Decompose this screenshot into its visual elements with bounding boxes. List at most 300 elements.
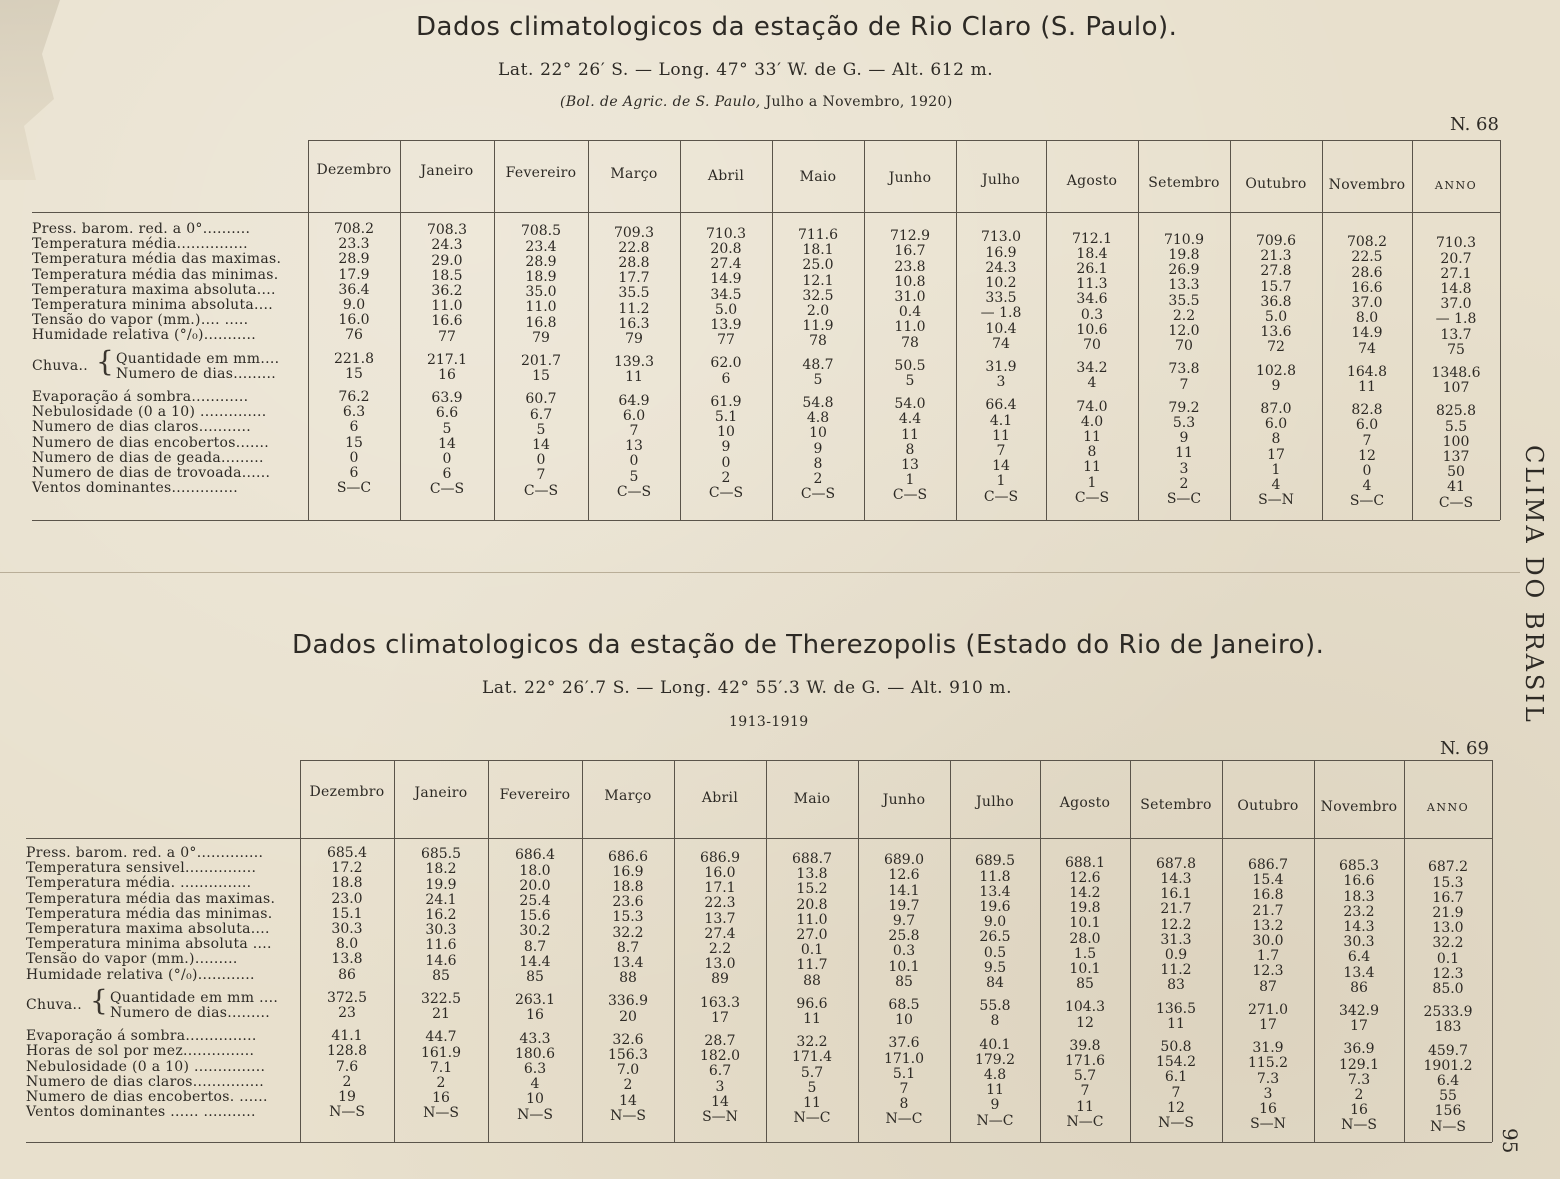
table1-cell: 825.8 bbox=[1435, 403, 1477, 420]
table1-cell: 31.9 bbox=[985, 359, 1017, 375]
table1-cell: S—C bbox=[1166, 491, 1202, 507]
table1-cell: 0 bbox=[349, 449, 359, 466]
table2-cell: 115.2 bbox=[1247, 1055, 1289, 1072]
table1-cell: 6.6 bbox=[435, 405, 459, 422]
table1-cell: 9 bbox=[721, 439, 731, 456]
table1-cell: 11.9 bbox=[802, 318, 834, 335]
table2-cell: 19.6 bbox=[979, 899, 1011, 915]
table1-cell: 16.6 bbox=[431, 313, 463, 330]
table2-cell: 11 bbox=[986, 1082, 1004, 1099]
table2-cell: 32.6 bbox=[612, 1031, 644, 1048]
table2-cell: 27.0 bbox=[796, 927, 828, 943]
table2-cell: 689.5 bbox=[974, 853, 1016, 870]
table2-chuva-label: Chuva.. bbox=[26, 996, 83, 1013]
table1-cell: 6.3 bbox=[342, 404, 366, 421]
table1-cell: 5 bbox=[629, 468, 639, 485]
table2-cell: 85 bbox=[432, 967, 450, 984]
table1-cell: 14 bbox=[438, 435, 456, 452]
table1-cell: 7 bbox=[1362, 432, 1372, 449]
table1-cell: 709.6 bbox=[1255, 233, 1297, 249]
table2-cell: 154.2 bbox=[1155, 1054, 1197, 1071]
table1-cell: 11 bbox=[1175, 445, 1193, 462]
table2-cell: 7.3 bbox=[1347, 1071, 1371, 1088]
table1-cell: 11 bbox=[625, 369, 643, 386]
table2-cell: 14.3 bbox=[1343, 919, 1375, 935]
table1-cell: 5.0 bbox=[714, 301, 738, 318]
table1-cell: 11.0 bbox=[525, 299, 557, 316]
table1-cell: 36.8 bbox=[1260, 293, 1292, 310]
table2-cell: 14 bbox=[619, 1092, 637, 1109]
table1-cell: 25.0 bbox=[802, 257, 834, 274]
page-number: 95 bbox=[1498, 1128, 1522, 1154]
table1-month-header: Outubro bbox=[1245, 176, 1307, 192]
table1-cell: 6 bbox=[721, 370, 731, 387]
table1-cell: 5.0 bbox=[1264, 309, 1288, 325]
table2-cell: 88 bbox=[803, 972, 821, 989]
table2-cell: 11.6 bbox=[425, 937, 457, 954]
table2-bottom-rule bbox=[26, 1142, 1492, 1143]
table1-cell: 3 bbox=[1179, 460, 1189, 477]
table2-row-label: Evaporação á sombra............... bbox=[26, 1028, 257, 1045]
table2-number: N. 69 bbox=[1440, 738, 1489, 759]
table2-cell: 10 bbox=[895, 1012, 913, 1029]
table1-cell: 708.3 bbox=[426, 222, 468, 239]
table1-cell: 3 bbox=[996, 374, 1006, 391]
table1-row-label: Temperatura média das maximas. bbox=[32, 251, 282, 268]
table1-cell: C—S bbox=[708, 485, 744, 501]
table1-cell: 34.2 bbox=[1076, 360, 1108, 377]
table2-cell: 25.4 bbox=[519, 893, 551, 909]
table1-cell: 75 bbox=[1447, 341, 1465, 358]
table2-cell: 26.5 bbox=[979, 929, 1011, 946]
table2-cell: 12.3 bbox=[1432, 965, 1464, 982]
table2-cell: 13.8 bbox=[331, 951, 363, 968]
table1-cell: 4.4 bbox=[898, 411, 922, 428]
table2-cell: 23.2 bbox=[1343, 903, 1375, 920]
table2-cell: 2.2 bbox=[708, 941, 732, 957]
table1-cell: C—S bbox=[1074, 489, 1110, 506]
table2-row-label: Press. barom. red. a 0°.............. bbox=[26, 845, 264, 861]
table1-cell: 221.8 bbox=[333, 350, 375, 367]
table1-cell: C—S bbox=[800, 486, 836, 503]
table1-month-header: Março bbox=[610, 166, 658, 183]
table2-title: Dados climatologicos da estação de Therezopolis (Estado do Rio de Janeiro). bbox=[292, 630, 1325, 660]
table2-row-label: Nebulosidade (0 a 10) ............... bbox=[26, 1058, 266, 1075]
table1-cell: 0.3 bbox=[1080, 306, 1104, 323]
table1-cell: 74.0 bbox=[1076, 398, 1108, 415]
table1-row-label: Temperatura média............... bbox=[32, 236, 248, 253]
table1-cell: 13.9 bbox=[710, 317, 742, 333]
table1-cell: 5.1 bbox=[714, 409, 738, 425]
table1-cell: 31.0 bbox=[894, 289, 926, 305]
table2-cell: 30.3 bbox=[331, 921, 363, 937]
table2-cell: 104.3 bbox=[1064, 999, 1106, 1016]
table1-month-header: Dezembro bbox=[316, 162, 392, 178]
table1-cell: 713.0 bbox=[980, 229, 1022, 246]
table1-cell: 16.3 bbox=[618, 315, 650, 332]
table1-cell: 28.9 bbox=[525, 253, 557, 270]
table1-cell: 2 bbox=[721, 469, 731, 486]
table2-row-label: Temperatura média das minimas. bbox=[26, 905, 273, 922]
table1-cell: 6.0 bbox=[1264, 416, 1288, 433]
table1-cell: 9 bbox=[1271, 377, 1281, 394]
table2-row-label: Temperatura média. ............... bbox=[26, 875, 252, 892]
table1-cell: 18.4 bbox=[1076, 245, 1108, 262]
table2-month-header: Dezembro bbox=[309, 784, 385, 800]
table1-cell: 4 bbox=[1087, 375, 1097, 392]
table2-cell: 41.1 bbox=[331, 1028, 363, 1045]
table2-cell: 687.8 bbox=[1155, 855, 1197, 872]
table2-cell: 30.3 bbox=[425, 922, 457, 939]
table1-cell: 6.0 bbox=[622, 407, 646, 424]
table2-cell: S—N bbox=[1250, 1116, 1286, 1133]
table1-cell: 35.0 bbox=[525, 284, 557, 301]
table1-cell: 100 bbox=[1442, 433, 1470, 450]
table2-cell: 16 bbox=[1350, 1102, 1368, 1119]
table1-cell: 4 bbox=[1362, 478, 1372, 495]
table1-cell: 27.4 bbox=[710, 256, 742, 273]
table1-cell: 79 bbox=[532, 329, 550, 346]
table2-cell: 336.9 bbox=[607, 993, 649, 1010]
table1-cell: 60.7 bbox=[525, 391, 557, 408]
table2-cell: 17 bbox=[1350, 1018, 1368, 1035]
table1-row-label: Temperatura minima absoluta.... bbox=[32, 297, 274, 313]
table1-cell: C—S bbox=[523, 482, 559, 499]
table1-cell: 14.9 bbox=[1351, 325, 1383, 342]
table1-cell: 11 bbox=[1358, 379, 1376, 395]
table1-cell: 0 bbox=[629, 453, 639, 470]
table1-cell: 12.1 bbox=[802, 272, 834, 289]
table2-cell: N—C bbox=[1066, 1113, 1104, 1130]
table1-cell: 708.2 bbox=[1346, 234, 1388, 251]
table2-cell: 15.2 bbox=[796, 881, 828, 898]
table2-cell: 3 bbox=[715, 1078, 725, 1095]
table1-cell: 13.3 bbox=[1168, 277, 1200, 294]
table1-cell: S—N bbox=[1258, 492, 1294, 509]
table1-month-header: Agosto bbox=[1066, 173, 1118, 190]
table1-cell: 18.5 bbox=[431, 267, 463, 284]
table1-cell: 4 bbox=[1271, 477, 1281, 493]
table1-cell: 1 bbox=[905, 472, 915, 489]
table2-cell: 7.1 bbox=[429, 1059, 453, 1076]
table1-cell: 11.3 bbox=[1076, 276, 1108, 293]
table1-cell: 15 bbox=[345, 434, 363, 451]
table1-row-label: Quantidade em mm.... bbox=[116, 350, 280, 367]
table1-cell: 74 bbox=[992, 335, 1010, 352]
table1-cell: 137 bbox=[1442, 449, 1470, 465]
table1-cell: 11.0 bbox=[894, 319, 926, 336]
table2-cell: 12.6 bbox=[1069, 869, 1101, 886]
table1-month-header: Maio bbox=[799, 169, 837, 185]
table2-cell: 28.7 bbox=[704, 1033, 736, 1049]
table2-cell: 13.2 bbox=[1252, 917, 1284, 934]
table1-source-italic: (Bol. de Agric. de S. Paulo, bbox=[560, 94, 761, 110]
table2-cell: 16.7 bbox=[1432, 889, 1464, 906]
table1-cell: 708.5 bbox=[520, 223, 562, 240]
table2-cell: 2 bbox=[436, 1075, 446, 1091]
table1-cell: 61.9 bbox=[710, 393, 742, 410]
table2-cell: 9.5 bbox=[983, 959, 1007, 976]
table2-cell: 156 bbox=[1434, 1103, 1462, 1120]
table1-chuva-brace: { bbox=[96, 344, 114, 378]
table1-cell: 34.6 bbox=[1076, 291, 1108, 308]
table2-cell: 18.8 bbox=[612, 879, 644, 895]
table1-cell: 23.3 bbox=[338, 236, 370, 253]
table1-cell: 41 bbox=[1447, 479, 1465, 496]
table1-coords: Lat. 22° 26′ S. — Long. 47° 33′ W. de G. — Alt. 612 m. bbox=[498, 60, 994, 80]
table2-cell: 14.4 bbox=[519, 953, 551, 970]
table1-cell: 9 bbox=[1179, 430, 1189, 447]
table1-cell: 22.8 bbox=[618, 239, 650, 256]
table2-cell: 0.1 bbox=[1436, 950, 1460, 967]
table1-cell: 11 bbox=[992, 427, 1010, 444]
table2-cell: 1.7 bbox=[1256, 948, 1280, 965]
table1-row-label: Humidade relativa (°/₀)........... bbox=[32, 327, 257, 344]
table2-cell: 6.3 bbox=[523, 1061, 547, 1077]
table1-cell: C—S bbox=[983, 488, 1019, 505]
table1-cell: 0 bbox=[721, 454, 731, 471]
table2-cell: 10.1 bbox=[1069, 961, 1101, 977]
table1-cell: 18.9 bbox=[525, 269, 557, 285]
table1-cell: 34.5 bbox=[710, 286, 742, 303]
table1-cell: 13 bbox=[625, 438, 643, 455]
table1-cell: 8.0 bbox=[1355, 310, 1379, 327]
table1-cell: 0.4 bbox=[898, 304, 922, 321]
table2-cell: 18.3 bbox=[1343, 888, 1375, 905]
table1-cell: 24.3 bbox=[431, 237, 463, 254]
table2-cell: 171.4 bbox=[791, 1049, 833, 1066]
table1-cell: 4.1 bbox=[989, 412, 1013, 429]
table2-cell: 88 bbox=[619, 970, 637, 987]
table2-cell: 19.7 bbox=[888, 897, 920, 914]
table2-cell: 8.7 bbox=[523, 938, 547, 955]
table2-cell: 14.2 bbox=[1069, 885, 1101, 901]
table2-cell: 87 bbox=[1259, 978, 1277, 995]
table2-cell: 688.1 bbox=[1064, 854, 1106, 871]
table1-cell: 2 bbox=[813, 471, 823, 487]
table1-cell: 14 bbox=[992, 458, 1010, 475]
table2-row-label: Temperatura minima absoluta .... bbox=[26, 936, 272, 953]
table2-month-header: Setembro bbox=[1140, 796, 1212, 813]
table1-month-header: Setembro bbox=[1148, 174, 1220, 191]
table1-cell: 18.1 bbox=[802, 242, 834, 259]
table2-cell: 19.9 bbox=[425, 876, 457, 893]
table2-month-header: Junho bbox=[882, 792, 926, 809]
table2-cell: 161.9 bbox=[420, 1044, 462, 1061]
table2-cell: 686.6 bbox=[607, 848, 649, 865]
table2-cell: 12 bbox=[1076, 1014, 1094, 1031]
table2-cell: 6.7 bbox=[708, 1063, 732, 1080]
table1-cell: 2 bbox=[1179, 475, 1189, 492]
table2-row-label: Temperatura maxima absoluta.... bbox=[26, 921, 270, 937]
table2-cell: 11 bbox=[1167, 1015, 1185, 1032]
table1-cell: 79 bbox=[625, 331, 643, 347]
table2-cell: 12.3 bbox=[1252, 963, 1284, 980]
table2-month-header: Fevereiro bbox=[499, 786, 571, 803]
table1-cell: 8 bbox=[1087, 444, 1097, 461]
table2-cell: 4.8 bbox=[983, 1067, 1007, 1083]
table2-coords: Lat. 22° 26′.7 S. — Long. 42° 55′.3 W. de G. — Alt. 910 m. bbox=[482, 678, 1013, 698]
table1-cell: 16.8 bbox=[525, 314, 557, 331]
table1-cell: 1348.6 bbox=[1431, 365, 1481, 381]
table1-cell: 15 bbox=[532, 368, 550, 385]
table2-cell: 179.2 bbox=[974, 1051, 1016, 1068]
table2-row-label: Ventos dominantes ...... ........... bbox=[26, 1104, 256, 1121]
table1-cell: 10.6 bbox=[1076, 321, 1108, 338]
table1-cell: 8 bbox=[813, 455, 823, 472]
table2-cell: 5 bbox=[807, 1079, 817, 1096]
table2-cell: 22.3 bbox=[704, 895, 736, 912]
table2-cell: 689.0 bbox=[883, 852, 925, 869]
table1-cell: 5 bbox=[905, 373, 915, 389]
table1-cell: 20.8 bbox=[710, 241, 742, 257]
table1-cell: 11.0 bbox=[431, 298, 463, 315]
table2-cell: 9 bbox=[990, 1097, 1000, 1114]
table2-cell: 20.0 bbox=[519, 877, 551, 894]
table1-row-label: Temperatura maxima absoluta.... bbox=[32, 281, 276, 298]
table2-cell: 13.4 bbox=[1343, 964, 1375, 981]
table1-cell: 19.8 bbox=[1168, 247, 1200, 263]
table1-cell: 7 bbox=[536, 467, 546, 484]
table2-month-header: Julho bbox=[975, 793, 1015, 810]
table1-cell: 4.0 bbox=[1080, 413, 1104, 430]
table2-cell: 11.2 bbox=[1160, 962, 1192, 979]
table1-cell: 711.6 bbox=[797, 227, 839, 243]
table1-cell: 0 bbox=[536, 452, 546, 469]
table1-cell: 8 bbox=[1271, 431, 1281, 448]
table1-row-label: Tensão do vapor (mm.).... ..... bbox=[32, 312, 249, 329]
table1-cell: 5 bbox=[536, 421, 546, 438]
table1-cell: 16.7 bbox=[894, 243, 926, 260]
table1-cell: 28.6 bbox=[1351, 264, 1383, 281]
table2-cell: 16 bbox=[526, 1007, 544, 1024]
table1-cell: 10 bbox=[809, 425, 827, 442]
table1-cell: 201.7 bbox=[520, 353, 562, 369]
table2-cell: 17 bbox=[1259, 1017, 1277, 1033]
table1-cell: 27.8 bbox=[1260, 263, 1292, 280]
table2-cell: 687.2 bbox=[1427, 859, 1469, 876]
table2-cell: 182.0 bbox=[699, 1048, 741, 1065]
table2-cell: 685.5 bbox=[420, 846, 462, 863]
table2-cell: 11.0 bbox=[796, 911, 828, 928]
table2-cell: 21.7 bbox=[1160, 901, 1192, 918]
table2-row-label: Horas de sol por mez............... bbox=[26, 1043, 255, 1060]
table2-cell: 19 bbox=[338, 1089, 356, 1105]
table1-cell: 16.9 bbox=[985, 244, 1017, 261]
table2-cell: 0.5 bbox=[983, 944, 1007, 961]
table2-row-label: Temperatura média das maximas. bbox=[26, 890, 276, 907]
table2-cell: 8 bbox=[899, 1096, 909, 1113]
table2-cell: 12.2 bbox=[1160, 916, 1192, 933]
table2-cell: 13.0 bbox=[704, 956, 736, 973]
table2-chuva-brace: { bbox=[90, 983, 108, 1017]
table2-cell: 2 bbox=[1354, 1087, 1364, 1103]
table1-cell: 7 bbox=[996, 443, 1006, 459]
table1-cell: 710.3 bbox=[1435, 235, 1477, 252]
table2-cell: 55.8 bbox=[979, 998, 1011, 1015]
table2-cell: 16 bbox=[1259, 1101, 1277, 1117]
table1-title: Dados climatologicos da estação de Rio Claro (S. Paulo). bbox=[416, 12, 1178, 42]
table1-row-label: Nebulosidade (0 a 10) .............. bbox=[32, 404, 267, 421]
table2-cell: 17.1 bbox=[704, 880, 736, 897]
table2-cell: 8.7 bbox=[616, 939, 640, 956]
table2-cell: 11 bbox=[803, 1095, 821, 1111]
table1-cell: 87.0 bbox=[1260, 401, 1292, 417]
table1-cell: 73.8 bbox=[1168, 361, 1200, 378]
table2-cell: 13.8 bbox=[796, 866, 828, 883]
table1-cell: 139.3 bbox=[613, 354, 655, 371]
table2-cell: 14 bbox=[711, 1093, 729, 1110]
table2-cell: 50.8 bbox=[1160, 1039, 1192, 1055]
table2-cell: 31.3 bbox=[1160, 931, 1192, 948]
table2-cell: 16.0 bbox=[704, 865, 736, 881]
table2-cell: 20.8 bbox=[796, 896, 828, 913]
table1-row-label: Numero de dias encobertos....... bbox=[32, 434, 270, 451]
table2-cell: 85 bbox=[895, 973, 913, 990]
table1-cell: 11 bbox=[1083, 459, 1101, 476]
table1-cell: 709.3 bbox=[613, 224, 655, 241]
table2-cell: 18.2 bbox=[425, 861, 457, 878]
table2-years: 1913-1919 bbox=[729, 714, 809, 730]
table2-cell: 342.9 bbox=[1338, 1003, 1380, 1019]
table1-cell: 77 bbox=[717, 332, 735, 349]
table2-cell: N—S bbox=[517, 1106, 553, 1123]
table2-cell: 7.3 bbox=[1256, 1070, 1280, 1087]
table2-cell: 0.9 bbox=[1164, 947, 1188, 963]
table1-row-label: Ventos dominantes.............. bbox=[32, 480, 239, 497]
table2-cell: 89 bbox=[711, 971, 729, 988]
table1-cell: 77 bbox=[438, 328, 456, 345]
table2-cell: 23 bbox=[338, 1005, 356, 1021]
table2-cell: 83 bbox=[1167, 977, 1185, 994]
table2-cell: 7.0 bbox=[616, 1062, 640, 1079]
table2-cell: 459.7 bbox=[1427, 1042, 1469, 1059]
table1-cell: 20.7 bbox=[1440, 250, 1472, 267]
table1-cell: 9 bbox=[813, 440, 823, 457]
table1-cell: 29.0 bbox=[431, 252, 463, 269]
table2-cell: N—S bbox=[329, 1104, 365, 1121]
table2-cell: 31.9 bbox=[1252, 1040, 1284, 1057]
table2-cell: N—S bbox=[610, 1107, 646, 1124]
table2-cell: 0.1 bbox=[800, 942, 824, 959]
table2-row-label: Numero de dias claros............... bbox=[26, 1073, 265, 1090]
table1-head-rule bbox=[32, 212, 1500, 213]
table1-cell: 48.7 bbox=[802, 356, 834, 373]
table1-month-header: Abril bbox=[707, 167, 745, 184]
table1-cell: 82.8 bbox=[1351, 402, 1383, 419]
table1-cell: 78 bbox=[901, 334, 919, 351]
table1-cell: 14.9 bbox=[710, 271, 742, 288]
table2-cell: 24.1 bbox=[425, 891, 457, 908]
table1-cell: 6 bbox=[349, 465, 359, 481]
table2-cell: 84 bbox=[986, 975, 1004, 991]
table2-cell: 11.8 bbox=[979, 868, 1011, 885]
table2-month-header: ANNO bbox=[1426, 800, 1470, 814]
table1-cell: 9.0 bbox=[342, 297, 366, 313]
table1-cell: 50 bbox=[1447, 464, 1465, 481]
table1-cell: 64.9 bbox=[618, 392, 650, 409]
table1-cell: 17.7 bbox=[618, 270, 650, 287]
table2-cell: 20 bbox=[619, 1008, 637, 1025]
table2-cell: 55 bbox=[1439, 1088, 1457, 1105]
table1-row-label: Numero de dias de geada......... bbox=[32, 449, 264, 466]
table2-cell: 15.4 bbox=[1252, 872, 1284, 889]
table2-cell: 43.3 bbox=[519, 1030, 551, 1047]
table1-cell: 10 bbox=[717, 424, 735, 441]
table2-cell: 68.5 bbox=[888, 997, 920, 1013]
table1-cell: 5.5 bbox=[1444, 418, 1468, 435]
table1-row-label: Numero de dias de trovoada...... bbox=[32, 465, 271, 481]
